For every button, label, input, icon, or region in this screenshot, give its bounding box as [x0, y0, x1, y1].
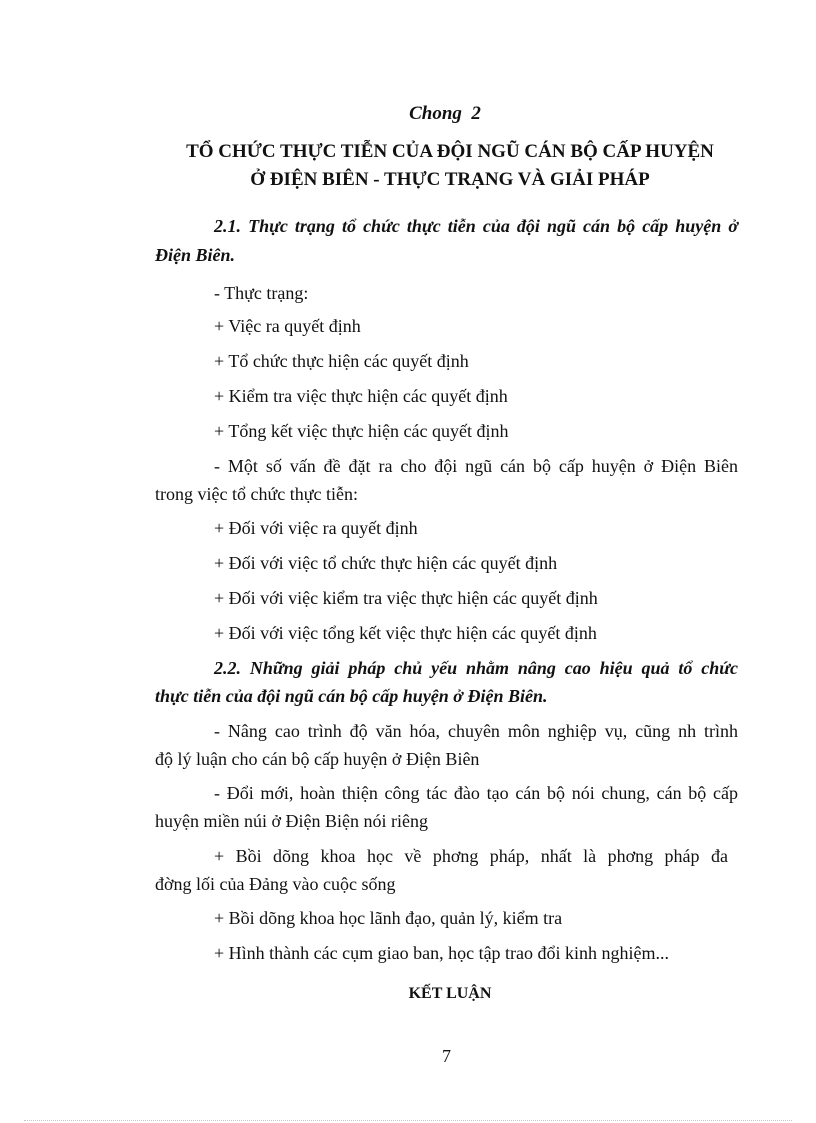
solution-paragraph-2-cont: huyện miền núi ở Điện Biện nói riêng	[155, 811, 428, 831]
chapter-title-line-1: TỔ CHỨC THỰC TIỄN CỦA ĐỘI NGŨ CÁN BỘ CẤP HUYỆN	[186, 141, 714, 162]
conclusion-heading: KẾT LUẬN	[408, 985, 492, 1002]
section-2-2-heading: 2.2. Những giải pháp chủ yếu nhằm nâng cao hiệu quả tổ chức	[214, 658, 738, 678]
solution-paragraph-1: - Nâng cao trình độ văn hóa, chuyên môn nghiệp vụ, cũng nh trình	[214, 721, 738, 741]
solution-paragraph-2: - Đổi mới, hoàn thiện công tác đào tạo cán bộ nói chung, cán bộ cấp	[214, 783, 738, 803]
list-item: + Bồi dõng khoa học lãnh đạo, quản lý, kiểm tra	[214, 908, 563, 928]
list-item: + Hình thành các cụm giao ban, học tập trao đổi kinh nghiệm...	[214, 943, 670, 963]
list-item: + Đối với việc tổ chức thực hiện các quyết định	[214, 553, 558, 573]
chapter-label: Chong 2	[409, 103, 481, 124]
chapter-title-line-2: Ở ĐIỆN BIÊN - THỰC TRẠNG VÀ GIẢI PHÁP	[250, 169, 650, 190]
list-item: + Đối với việc tổng kết việc thực hiện các quyết định	[214, 623, 597, 643]
solution-paragraph-3: + Bồi dõng khoa học về phơng pháp, nhất là phơng pháp đa	[214, 846, 728, 866]
section-2-1-heading-cont: Điện Biên.	[155, 245, 236, 265]
list-item: + Đối với việc ra quyết định	[214, 518, 418, 538]
page-number: 7	[442, 1046, 451, 1066]
page-bottom-rule	[24, 1120, 792, 1121]
section-2-2-heading-cont: thực tiễn của đội ngũ cán bộ cấp huyện ở Điện Biên.	[155, 686, 548, 706]
section-2-1-heading: 2.1. Thực trạng tổ chức thực tiễn của đội ngũ cán bộ cấp huyện ở	[214, 216, 738, 236]
issues-intro: - Một số vấn đề đặt ra cho đội ngũ cán bộ cấp huyện ở Điện Biên	[214, 456, 738, 476]
list-item: + Tổ chức thực hiện các quyết định	[214, 351, 469, 371]
current-state-label: - Thực trạng:	[214, 283, 309, 303]
list-item: + Việc ra quyết định	[214, 316, 361, 336]
solution-paragraph-1-cont: độ lý luận cho cán bộ cấp huyện ở Điện Biên	[155, 749, 480, 769]
list-item: + Kiểm tra việc thực hiện các quyết định	[214, 386, 508, 406]
issues-intro-cont: trong việc tổ chức thực tiễn:	[155, 484, 358, 504]
list-item: + Tổng kết việc thực hiện các quyết định	[214, 421, 509, 441]
solution-paragraph-3-cont: đờng lối của Đảng vào cuộc sống	[155, 874, 396, 894]
list-item: + Đối với việc kiểm tra việc thực hiện các quyết định	[214, 588, 598, 608]
